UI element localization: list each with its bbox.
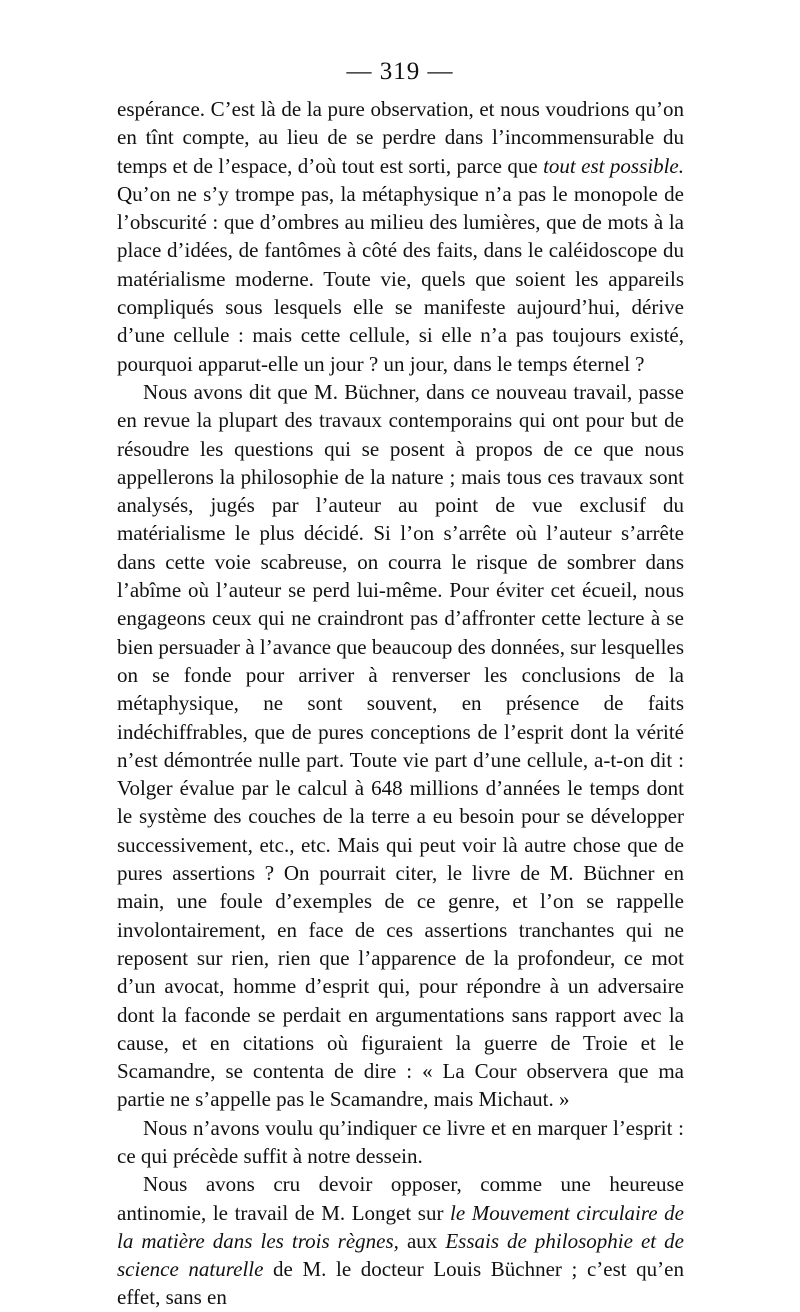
paragraph <box>117 1170 684 1311</box>
italic-title-run: Essais de philosophie et de science naturelle <box>117 1228 684 1282</box>
text-run: aux <box>398 1228 446 1253</box>
italic-title-run: le Mouvement circulaire de la matière dans les trois règnes, <box>117 1200 684 1253</box>
paragraph <box>117 1114 684 1171</box>
paragraph <box>117 378 684 1114</box>
text-run: de M. le docteur Louis Büchner ; c’est qu’en effet, sans en <box>117 1257 684 1310</box>
text-run: espérance. C’est là de la pure observation, et nous voudrions qu’on en tînt compte, au lieu de se perdre dans l’incommensurable du temps et de l’espace, d’où tout est sorti, parce que <box>117 97 684 178</box>
body-text <box>117 95 684 1312</box>
text-run: Qu’on ne s’y trompe pas, la métaphysique n’a pas le monopole de l’obscurité : que d’ombres au milieu des lumières, que de mots à la place d’idées, de fantômes à côté des faits, dans le caléidoscope du matérialisme moderne. Toute vie, quels que soient les appareils compliqués sous lesquels elle se manifeste aujourd’hui, dérive d’une cellule : mais cette cellule, si elle n’a pas toujours existé, pourquoi apparut-elle un jour ? un jour, dans le temps éternel ? <box>117 181 684 376</box>
italic-title-run: tout est possible. <box>543 153 684 178</box>
text-run: Nous avons cru devoir opposer, comme une heureuse antinomie, le travail de M. Longet sur <box>117 1172 684 1225</box>
page-number: — 319 — <box>346 58 454 85</box>
paragraph <box>117 95 684 378</box>
text-run: Nous avons dit que M. Büchner, dans ce nouveau travail, passe en revue la plupart des travaux contemporains qui ont pour but de résoudre les questions qui se posent à propos de ce que nous appellerons la philosophie de la nature ; mais tous ces travaux sont analysés, jugés par l’auteur au point de vue exclusif du matérialisme le plus décidé. Si l’on s’arrête où l’auteur s’arrête dans cette voie scabreuse, on courra le risque de sombrer dans l’abîme où l’auteur se perd lui-même. Pour éviter cet écueil, nous engageons ceux qui ne craindront pas d’affronter cette lecture à se bien persuader à l’avance que beaucoup des données, sur lesquelles on se fonde pour arriver à renverser les conclusions de la métaphysique, ne sont souvent, en présence de faits indéchiffrables, que de pures conceptions de l’esprit dont la vérité n’est démontrée nulle part. Toute vie part d’une cellule, a-t-on dit : Volger évalue par le calcul à 648 millions d’années le temps dont le système des couches de la terre a eu besoin pour se développer successivement, etc., etc. Mais qui peut voir là autre chose que de pures assertions ? On pourrait citer, le livre de M. Büchner en main, une foule d’exemples de ce genre, et l’on se rappelle involontairement, en face de ces assertions tranchantes qui ne reposent sur rien, rien que l’apparence de la profondeur, ce mot d’un avocat, homme d’esprit qui, pour répondre à un adversaire dont la faconde se perdait en argumentations sans rapport avec la cause, et en citations où figuraient la guerre de Troie et le Scamandre, se contenta de dire : « La Cour observera que ma partie ne s’appelle pas le Scamandre, mais Michaut. » <box>117 379 684 1112</box>
text-run: Nous n’avons voulu qu’indiquer ce livre et en marquer l’esprit : ce qui précède suffit à notre dessein. <box>117 1115 684 1168</box>
